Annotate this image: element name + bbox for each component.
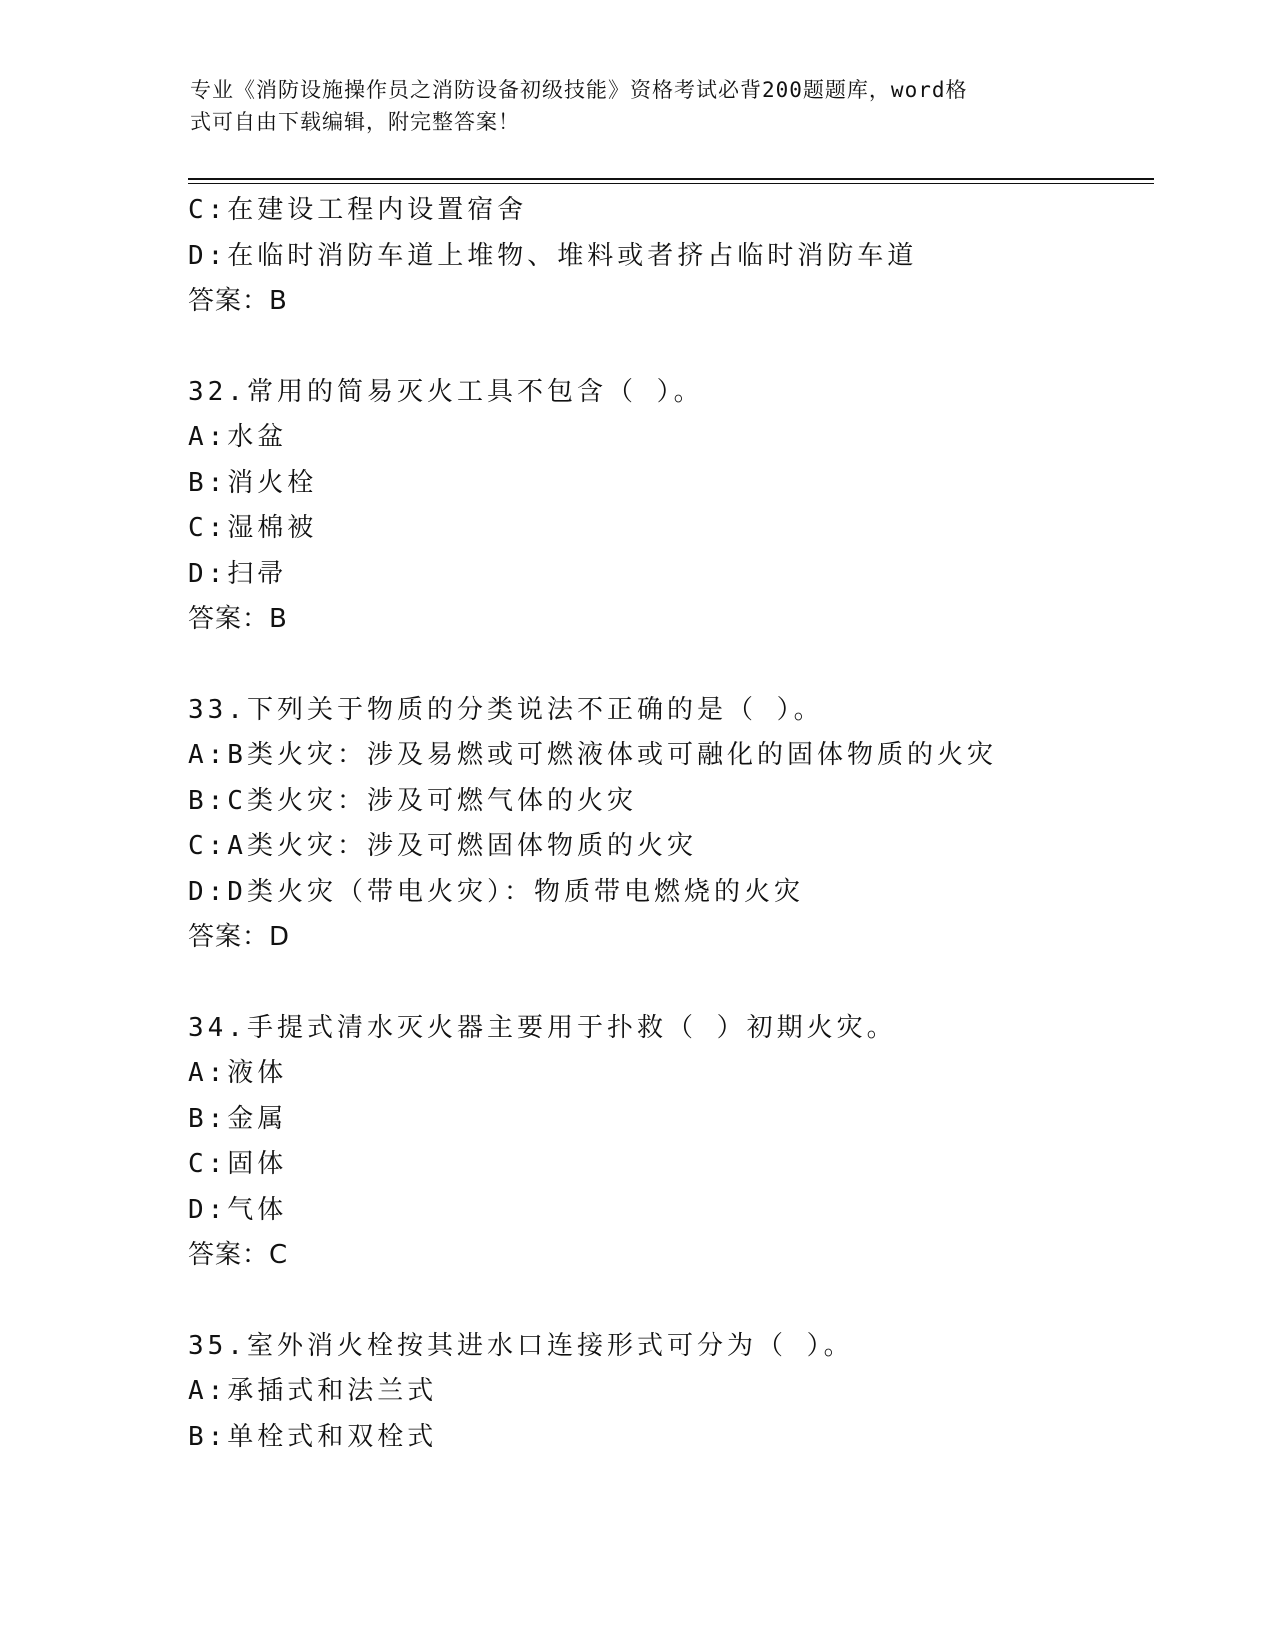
option-d: D:气体 xyxy=(188,1194,288,1225)
option-c: C:湿棉被 xyxy=(188,513,318,543)
question-text: 32.常用的简易灭火工具不包含（ ）。 xyxy=(188,376,704,407)
spacer xyxy=(188,325,1168,370)
option-b: B:消火栓 xyxy=(188,467,318,498)
answer-text: 答案：B xyxy=(188,604,288,634)
question-list xyxy=(188,188,1168,1460)
question-32 xyxy=(188,370,1168,643)
answer-text: 答案：C xyxy=(188,1240,289,1270)
spacer xyxy=(188,1279,1168,1324)
option-d: D:D类火灾（带电火灾）：物质带电燃烧的火灾 xyxy=(188,876,804,907)
question-text: 33.下列关于物质的分类说法不正确的是（ ）。 xyxy=(188,694,824,725)
question-text: 35.室外消火栓按其进水口连接形式可分为（ ）。 xyxy=(188,1330,854,1361)
answer-text: 答案：D xyxy=(188,922,291,952)
spacer xyxy=(188,961,1168,1006)
option-a: A:液体 xyxy=(188,1058,288,1088)
option-d: D:在临时消防车道上堆物、堆料或者挤占临时消防车道 xyxy=(188,240,918,271)
option-a: A:水盆 xyxy=(188,422,288,452)
question-35 xyxy=(188,1324,1168,1461)
option-b: B:C类火灾：涉及可燃气体的火灾 xyxy=(188,785,637,816)
question-31-tail xyxy=(188,188,1168,325)
option-a: A:B类火灾：涉及易燃或可燃液体或可融化的固体物质的火灾 xyxy=(188,740,997,770)
option-c: C:固体 xyxy=(188,1149,288,1179)
header-divider-thin xyxy=(188,183,1154,184)
option-c: C:在建设工程内设置宿舍 xyxy=(188,195,528,225)
question-34 xyxy=(188,1006,1168,1279)
question-33 xyxy=(188,688,1168,961)
header-line-2: 式可自由下载编辑，附完整答案！ xyxy=(190,110,520,134)
option-d: D:扫帚 xyxy=(188,558,288,589)
answer-text: 答案：B xyxy=(188,286,288,316)
option-a: A:承插式和法兰式 xyxy=(188,1376,438,1406)
document-header xyxy=(190,74,1070,138)
option-b: B:金属 xyxy=(188,1103,288,1134)
option-b: B:单栓式和双栓式 xyxy=(188,1421,438,1452)
spacer xyxy=(188,643,1168,688)
question-text: 34.手提式清水灭火器主要用于扑救（ ）初期火灾。 xyxy=(188,1012,897,1043)
header-divider-thick xyxy=(188,178,1154,180)
option-c: C:A类火灾：涉及可燃固体物质的火灾 xyxy=(188,831,697,861)
header-line-1: 专业《消防设施操作员之消防设备初级技能》资格考试必背200题题库，word格 xyxy=(190,78,968,102)
